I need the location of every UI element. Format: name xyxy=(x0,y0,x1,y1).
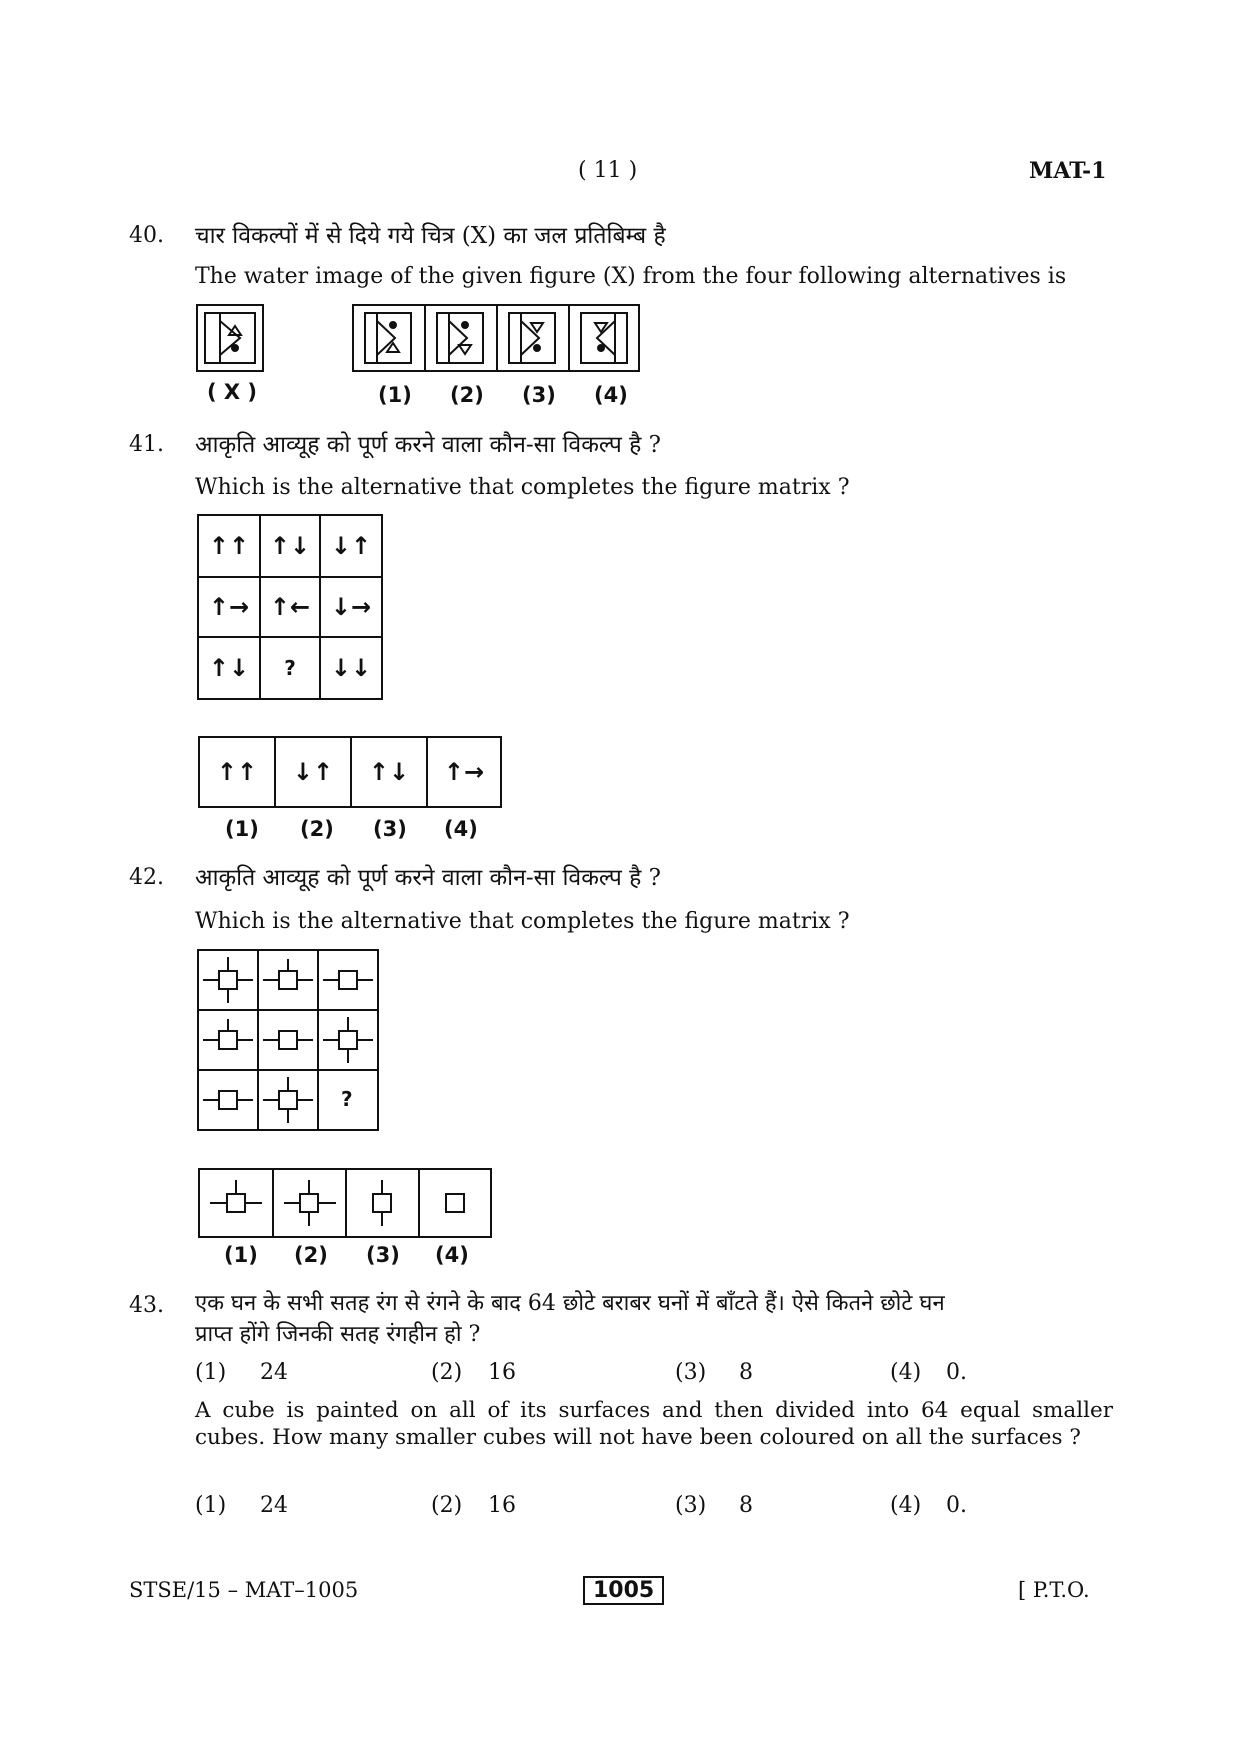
q42-cell xyxy=(203,1091,253,1109)
q42-cell xyxy=(323,1017,373,1063)
q41-matrix xyxy=(197,514,383,700)
q41-cell: ↓↑ xyxy=(319,514,383,578)
figure-x xyxy=(197,305,263,371)
q42-label-1: (1) xyxy=(224,1243,258,1267)
q40-figures xyxy=(195,303,675,375)
footer-pto: [ P.T.O. xyxy=(1018,1578,1090,1602)
q41-hindi: आकृति आव्यूह को पूर्ण करने वाला कौन-सा विकल्प है ? xyxy=(195,432,661,458)
q42-cell xyxy=(203,957,253,1003)
q41-options xyxy=(198,736,502,808)
q40-label-1: (1) xyxy=(378,383,412,407)
q40-label-3: (3) xyxy=(522,383,556,407)
q43-hindi-line1: एक घन के सभी सतह रंग से रंगने के बाद 64 छोटे बराबर घनों में बाँटते हैं। ऐसे कितने छोटे घन xyxy=(195,1291,945,1316)
q43-h-opt2-num: (2) xyxy=(431,1360,463,1385)
q43-h-opt3-num: (3) xyxy=(675,1360,707,1385)
q42-hindi: आकृति आव्यूह को पूर्ण करने वाला कौन-सा विकल्प है ? xyxy=(195,865,661,891)
q43-e-opt1-num: (1) xyxy=(195,1493,227,1518)
q43-number: 43. xyxy=(129,1293,164,1318)
q41-option-3[interactable]: ↑↓ xyxy=(350,736,428,808)
q42-cell xyxy=(263,1077,313,1123)
q42-label-2: (2) xyxy=(294,1243,328,1267)
q42-cell xyxy=(263,959,313,989)
q40-hindi: चार विकल्पों में से दिये गये चित्र (X) का जल प्रतिबिम्ब है xyxy=(195,223,666,249)
q41-cell: ↑↓ xyxy=(259,514,321,578)
q42-option-3[interactable] xyxy=(373,1180,391,1226)
q42-option-1[interactable] xyxy=(210,1180,262,1212)
q41-english: Which is the alternative that completes the figure matrix ? xyxy=(195,475,850,500)
footer-code: STSE/15 – MAT–1005 xyxy=(129,1578,359,1602)
q41-label-3: (3) xyxy=(373,817,407,841)
q41-number: 41. xyxy=(129,432,164,457)
q42-missing-cell: ? xyxy=(341,1087,353,1111)
q41-cell: ↑↓ xyxy=(197,636,261,700)
page-number: ( 11 ) xyxy=(578,158,638,183)
q41-label-2: (2) xyxy=(300,817,334,841)
q40-x-label: ( X ) xyxy=(207,380,258,404)
paper-code: MAT-1 xyxy=(1029,158,1107,184)
q40-option-2 xyxy=(437,313,483,363)
q42-label-4: (4) xyxy=(435,1243,469,1267)
q43-english: A cube is painted on all of its surfaces and then divided into 64 equal smaller cubes. How many smaller cubes will not have been coloured on all the surfaces ? xyxy=(195,1398,1113,1450)
footer-page-box: 1005 xyxy=(583,1576,664,1605)
q40-english: The water image of the given figure (X) from the four following alternatives is xyxy=(195,264,1067,289)
q42-cell xyxy=(203,1019,253,1049)
q41-label-1: (1) xyxy=(225,817,259,841)
q43-e-opt1-val: 24 xyxy=(260,1493,288,1518)
q42-matrix xyxy=(197,949,381,1133)
q43-h-opt2-val: 16 xyxy=(488,1360,516,1385)
q40-option-1 xyxy=(365,313,411,363)
q42-option-4[interactable] xyxy=(446,1194,464,1212)
q42-cell xyxy=(323,971,373,989)
q43-h-opt4-num: (4) xyxy=(890,1360,922,1385)
q42-cell xyxy=(263,1031,313,1049)
q43-h-opt1-val: 24 xyxy=(260,1360,288,1385)
q43-e-opt2-num: (2) xyxy=(431,1493,463,1518)
q40-option-4 xyxy=(581,313,627,363)
q41-cell: ↑→ xyxy=(197,576,261,638)
q41-cell: ↑← xyxy=(259,576,321,638)
q42-options xyxy=(198,1168,494,1240)
q43-h-opt3-val: 8 xyxy=(739,1360,753,1385)
q40-number: 40. xyxy=(129,223,164,248)
q41-option-4[interactable]: ↑→ xyxy=(426,736,502,808)
q42-number: 42. xyxy=(129,865,164,890)
q43-hindi-line2: प्राप्त होंगे जिनकी सतह रंगहीन हो ? xyxy=(195,1322,481,1347)
q43-e-opt3-num: (3) xyxy=(675,1493,707,1518)
q43-e-opt2-val: 16 xyxy=(488,1493,516,1518)
q41-option-1[interactable]: ↑↑ xyxy=(198,736,276,808)
q41-label-4: (4) xyxy=(444,817,478,841)
q40-option-3 xyxy=(509,313,555,363)
q41-cell: ↑↑ xyxy=(197,514,261,578)
q43-e-opt3-val: 8 xyxy=(739,1493,753,1518)
q40-label-2: (2) xyxy=(450,383,484,407)
q43-h-opt1-num: (1) xyxy=(195,1360,227,1385)
q41-cell: ↓→ xyxy=(319,576,383,638)
q42-option-2[interactable] xyxy=(284,1180,336,1226)
q42-label-3: (3) xyxy=(366,1243,400,1267)
q42-english: Which is the alternative that completes the figure matrix ? xyxy=(195,909,850,934)
q41-cell: ↓↓ xyxy=(319,636,383,700)
q41-option-2[interactable]: ↓↑ xyxy=(274,736,352,808)
q43-e-opt4-val: 0. xyxy=(946,1493,967,1518)
q43-e-opt4-num: (4) xyxy=(890,1493,922,1518)
q41-missing-cell: ? xyxy=(259,636,321,700)
q40-label-4: (4) xyxy=(594,383,628,407)
q43-h-opt4-val: 0. xyxy=(946,1360,967,1385)
